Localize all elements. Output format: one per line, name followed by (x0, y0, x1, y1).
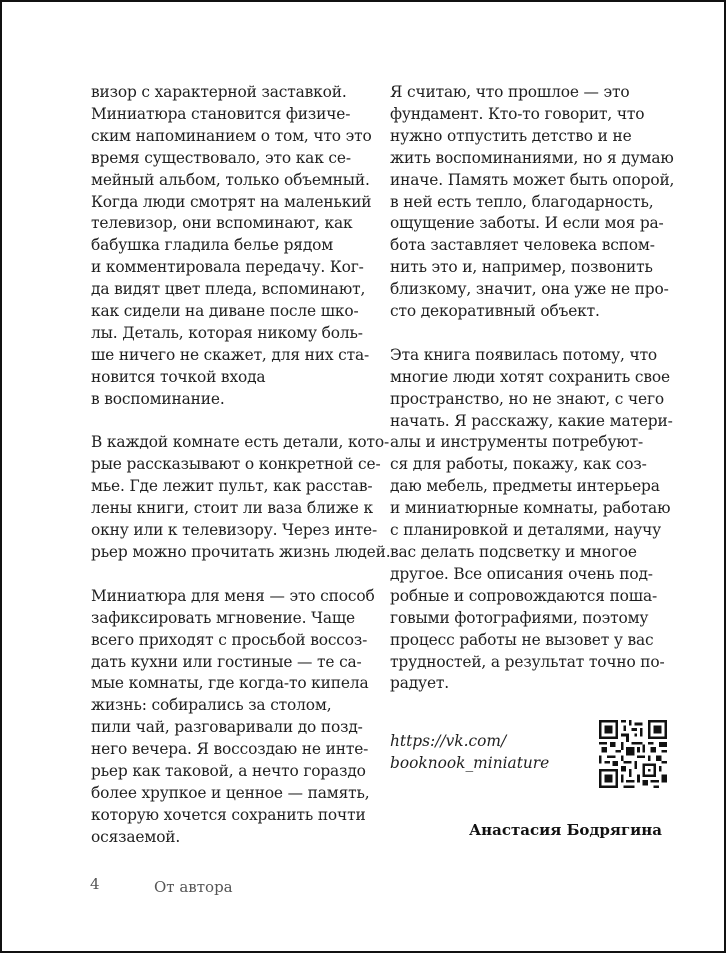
text-line: трудностей, а результат точно по- (390, 652, 665, 671)
text-line: более хрупкое и ценное — память, (91, 783, 370, 802)
text-line: фундамент. Кто-то говорит, что (390, 104, 645, 123)
text-line: иначе. Память может быть опорой, (390, 170, 675, 189)
text-line: в воспоминание. (91, 389, 225, 408)
paragraph-1 (91, 82, 375, 411)
text-line: бота заставляет человека вспом- (390, 236, 655, 255)
text-line: Когда люди смотрят на маленький (91, 192, 372, 211)
text-line: новится точкой входа (91, 367, 266, 386)
text-line: визор с характерной заставкой. (91, 83, 347, 101)
text-line: нужно отпустить детство и не (390, 126, 632, 145)
text-line: говыми фотографиями, поэтому (390, 608, 649, 627)
text-line: мье. Где лежит пульт, как расстав- (91, 477, 373, 496)
text-line: лены книги, стоит ли ваза ближе к (91, 499, 373, 518)
text-line: процесс работы не вызовет у вас (390, 630, 654, 649)
text-line: радует. (390, 674, 450, 693)
text-line: лы. Деталь, которая никому боль- (91, 323, 363, 342)
text-line: ся для работы, покажу, как соз- (390, 455, 647, 474)
text-line: в ней есть тепло, благодарность, (390, 192, 654, 211)
text-line: мейный альбом, только объемный. (91, 170, 370, 189)
text-line: В каждой комнате есть детали, кото- (91, 433, 390, 452)
paragraph-4 (390, 82, 674, 323)
text-line: рые рассказывают о конкретной се- (91, 455, 381, 474)
text-line: как сидели на диване после шко- (91, 302, 359, 321)
text-line: начать. Я расскажу, какие матери- (390, 411, 673, 430)
text-line: Миниатюра для меня — это способ (91, 586, 375, 605)
text-line: рьер как таковой, а нечто гораздо (91, 762, 366, 781)
text-line: которую хочется сохранить почти (91, 805, 366, 824)
text-line: вас делать подсветку и многое (390, 543, 637, 562)
text-line: осязаемой. (91, 827, 181, 846)
text-line: другое. Все описания очень под- (390, 564, 653, 583)
vk-link-line-1[interactable]: https://vk.com/ (390, 732, 507, 750)
page-number: 4 (90, 875, 100, 893)
text-line: жизнь: собирались за столом, (91, 696, 332, 715)
text-line: время существовало, это как се- (91, 148, 351, 167)
left-column (91, 82, 391, 871)
text-line: ским напоминанием о том, что это (91, 126, 372, 145)
text-line: пили чай, разговаривали до позд- (91, 718, 363, 737)
section-title: От автора (154, 878, 233, 896)
text-line: мые комнаты, где когда-то кипела (91, 674, 369, 693)
text-line: окну или к телевизору. Через инте- (91, 521, 378, 540)
text-line: телевизор, они вспоминают, как (91, 214, 353, 233)
paragraph-2 (91, 432, 391, 563)
text-line: сто декоративный объект. (390, 302, 600, 321)
text-line: робные и сопровождаются поша- (390, 586, 658, 605)
vk-link-line-2[interactable]: booknook_miniature (390, 754, 550, 772)
vk-link[interactable] (390, 730, 549, 774)
text-line: жить воспоминаниями, но я думаю (390, 148, 674, 167)
paragraph-3 (91, 586, 375, 849)
text-line: алы и инструменты потребуют- (390, 433, 644, 452)
text-line: рьер можно прочитать жизнь людей. (91, 543, 391, 562)
qr-code-icon (599, 720, 667, 788)
right-column (390, 82, 674, 717)
text-line: с планировкой и деталями, научу (390, 521, 662, 540)
text-line: ше ничего не скажет, для них ста- (91, 345, 370, 364)
text-line: да видят цвет пледа, вспоминают, (91, 280, 366, 299)
text-line: даю мебель, предметы интерьера (390, 477, 660, 496)
text-line: многие люди хотят сохранить свое (390, 367, 670, 386)
text-line: Эта книга появилась потому, что (390, 345, 658, 364)
text-line: Миниатюра становится физиче- (91, 104, 351, 123)
text-line: пространство, но не знают, с чего (390, 389, 665, 408)
text-line: бабушка гладила белье рядом (91, 236, 334, 255)
text-line: ощущение заботы. И если моя ра- (390, 214, 664, 233)
text-line: него вечера. Я воссоздаю не инте- (91, 740, 369, 759)
text-line: близкому, значит, она уже не про- (390, 280, 669, 299)
text-line: нить это и, например, позвонить (390, 258, 653, 277)
paragraph-5 (390, 345, 674, 696)
text-line: и миниатюрные комнаты, работаю (390, 499, 671, 518)
text-line: Я считаю, что прошлое — это (390, 83, 630, 101)
text-line: всего приходят с просьбой воссоз- (91, 630, 368, 649)
author-name: Анастасия Бодрягина (468, 821, 662, 839)
text-line: дать кухни или гостиные — те са- (91, 652, 362, 671)
text-line: зафиксировать мгновение. Чаще (91, 608, 355, 627)
text-line: и комментировала передачу. Ког- (91, 258, 364, 277)
